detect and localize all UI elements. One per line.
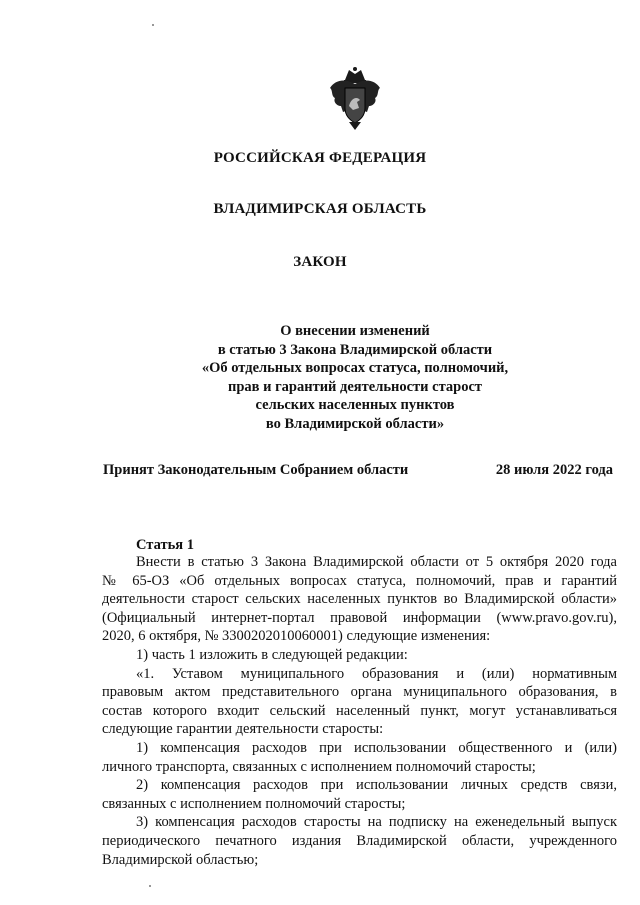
subject-line: во Владимирской области» <box>265 415 445 432</box>
article-line: 3) компенсация расходов старосты на подписку на еженедельный выпуск <box>136 814 617 831</box>
article-line: следующие гарантии деятельности старосты: <box>102 721 384 738</box>
article-line: состав которого входит сельский населенный пункт, могут устанавливаться <box>102 702 617 719</box>
country-title: РОССИЙСКАЯ ФЕДЕРАЦИЯ <box>213 150 427 166</box>
article-line: 2) компенсация расходов при использовании личных средств связи, <box>136 777 617 794</box>
article-line: 1) компенсация расходов при использовании общественного и (или) <box>136 739 617 756</box>
article-line: Внести в статью 3 Закона Владимирской области от 5 октября 2020 года <box>136 554 617 570</box>
document-type-title: ЗАКОН <box>293 254 347 270</box>
subject-line: в статью 3 Закона Владимирской области <box>217 341 493 358</box>
adopted-by: Принят Законодательным Собранием области <box>103 462 409 478</box>
subject-line: сельских населенных пунктов <box>255 397 455 414</box>
article-line: 2020, 6 октября, № 3300202010060001) следующие изменения: <box>102 628 491 645</box>
article-line: (Официальный интернет-портал правовой информации (www.pravo.gov.ru), <box>102 609 617 626</box>
article-line: 1) часть 1 изложить в следующей редакции: <box>136 646 408 663</box>
subject-line: «Об отдельных вопросах статуса, полномочий, <box>201 360 509 377</box>
article-line: правовым актом представительного органа муниципального образования, в <box>102 684 617 701</box>
article-line: деятельности старост сельских населенных пунктов во Владимирской области» <box>102 591 617 608</box>
coat-of-arms-icon <box>327 66 383 132</box>
article-body <box>102 553 617 869</box>
article-line: Владимирской областью; <box>102 851 259 868</box>
subject-line: прав и гарантий деятельности старост <box>227 378 483 395</box>
adoption-date: 28 июля 2022 года <box>495 462 613 478</box>
article-line: № 65-ОЗ «Об отдельных вопросах статуса, полномочий, прав и гарантий <box>102 572 617 589</box>
article-line: связанных с исполнением полномочий старосты; <box>102 795 406 812</box>
article-line: личного транспорта, связанных с исполнением полномочий старосты; <box>102 758 536 775</box>
scan-speck <box>152 24 154 26</box>
article-line: периодического печатного издания Владимирской области, учрежденного <box>102 832 617 849</box>
region-title: ВЛАДИМИРСКАЯ ОБЛАСТЬ <box>213 201 427 217</box>
subject-line: О внесении изменений <box>280 323 430 339</box>
article-heading: Статья 1 <box>136 537 194 553</box>
law-subject <box>150 322 560 434</box>
article-line: «1. Уставом муниципального образования и (или) нормативным <box>136 665 617 682</box>
scan-speck <box>149 885 151 887</box>
